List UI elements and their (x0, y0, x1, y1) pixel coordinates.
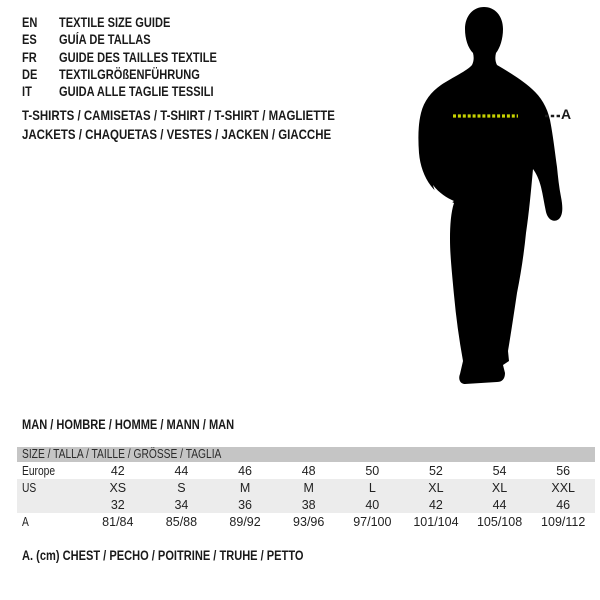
table-cell: 52 (428, 463, 443, 478)
table-cell: 81/84 (102, 514, 134, 529)
table-cell: M (277, 479, 341, 496)
table-cell: 46 (531, 496, 595, 513)
category-tshirts: T-SHIRTS / CAMISETAS / T-SHIRT / T-SHIRT / MAGLIETTE (22, 107, 335, 123)
table-row-us-numeric (17, 496, 595, 513)
language-title: GUÍA DE TALLAS (59, 32, 151, 48)
table-cell: 42 (110, 463, 125, 478)
language-title: GUIDE DES TAILLES TEXTILE (59, 49, 217, 65)
language-code: ES (22, 32, 37, 48)
table-cell: 101/104 (413, 514, 459, 529)
table-cell: 44 (468, 496, 532, 513)
table-cell: XL (468, 479, 532, 496)
table-row-us (17, 479, 595, 496)
table-cell: 42 (404, 496, 468, 513)
list-item (22, 14, 252, 31)
table-cell: S (150, 479, 214, 496)
language-code: DE (22, 66, 38, 82)
table-cell: 38 (277, 496, 341, 513)
row-label: A (22, 514, 29, 529)
language-title: GUIDA ALLE TAGLIE TESSILI (59, 84, 214, 100)
table-cell: XXL (531, 479, 595, 496)
table-cell: 32 (86, 496, 150, 513)
table-cell: XL (404, 479, 468, 496)
gender-heading: MAN / HOMBRE / HOMME / MANN / MAN (22, 417, 235, 432)
size-table-header-band (17, 447, 595, 462)
measure-footnote: A. (cm) CHEST / PECHO / POITRINE / TRUHE / PETTO (22, 548, 304, 563)
table-cell: L (341, 479, 405, 496)
table-cell: 54 (492, 463, 507, 478)
list-item (22, 66, 252, 83)
table-cell: 36 (213, 496, 277, 513)
table-cell: 97/100 (353, 514, 392, 529)
language-code: EN (22, 15, 38, 30)
row-label (17, 496, 86, 513)
measure-label-a: A (561, 106, 572, 122)
table-cell: 44 (174, 463, 189, 478)
table-cell: 50 (365, 463, 380, 478)
size-table-header-text: SIZE / TALLA / TAILLE / GRÖSSE / TAGLIA (22, 447, 222, 461)
language-list (22, 14, 252, 100)
category-jackets: JACKETS / CHAQUETAS / VESTES / JACKEN / GIACCHE (22, 125, 332, 142)
table-cell: 56 (556, 463, 571, 478)
language-code: FR (22, 49, 37, 65)
list-item (22, 49, 252, 66)
table-cell: 85/88 (165, 514, 198, 529)
row-label: Europe (22, 463, 56, 478)
list-item (22, 83, 252, 100)
table-cell: 48 (301, 463, 316, 478)
man-silhouette (415, 5, 585, 395)
language-title: TEXTILGRÖßENFÜHRUNG (59, 66, 200, 82)
table-cell: XS (86, 479, 150, 496)
table-row-chest (17, 513, 595, 530)
table-cell: 89/92 (229, 514, 261, 529)
language-code: IT (22, 84, 32, 100)
table-cell: 93/96 (293, 514, 325, 529)
list-item (22, 31, 252, 48)
size-table (17, 447, 595, 530)
table-cell: 46 (238, 463, 253, 478)
table-cell: 105/108 (476, 514, 523, 529)
table-cell: 34 (150, 496, 214, 513)
table-cell: M (213, 479, 277, 496)
language-title: TEXTILE SIZE GUIDE (59, 15, 171, 30)
row-label: US (17, 479, 86, 496)
table-cell: 40 (341, 496, 405, 513)
table-cell: 109/112 (541, 514, 586, 529)
table-row-europe (17, 462, 595, 479)
category-lines (22, 106, 404, 143)
